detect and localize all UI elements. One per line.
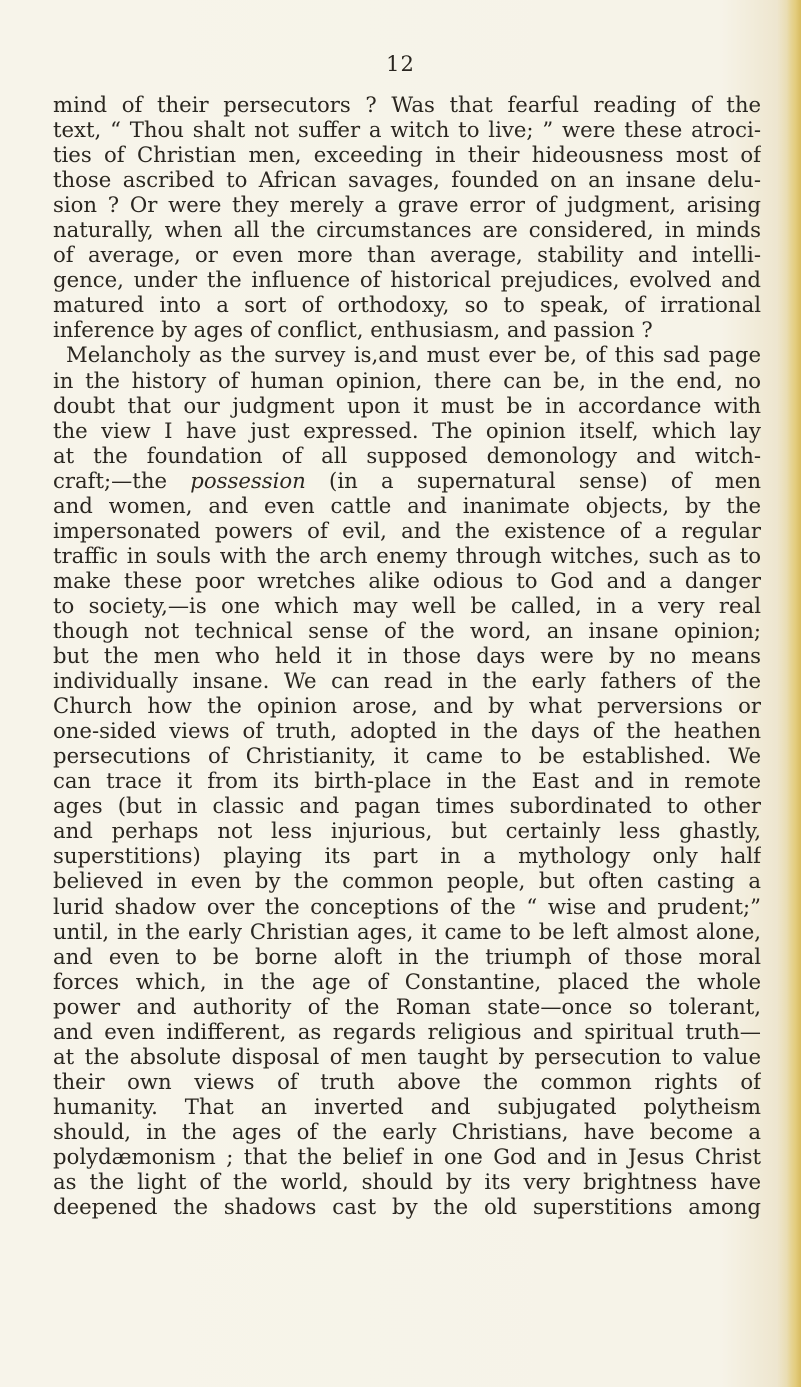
italic-word: possession [190, 467, 306, 493]
text-line: and perhaps not less injurious, but certainly less ghastly, [53, 818, 761, 844]
text-line: believed in even by the common people, but often casting a [53, 868, 761, 894]
text-line: Melancholy as the survey is,and must ever be, of this sad page [66, 342, 761, 368]
text-line: and even to be borne aloft in the triumph of those moral [53, 943, 761, 969]
text-line: as the light of the world, should by its very brightness have [53, 1169, 761, 1195]
text-line: mind of their persecutors ? Was that fearful reading of the [53, 92, 761, 117]
text-line: ages (but in classic and pagan times subordinated to other [53, 793, 761, 819]
text-line: lurid shadow over the conceptions of the “ wise and prudent;” [53, 893, 761, 919]
text-line: should, in the ages of the early Christians, have become a [53, 1118, 761, 1144]
text-line: impersonated powers of evil, and the existence of a regular [53, 517, 761, 543]
text-line: inference by ages of conflict, enthusiasm, and passion ? [53, 317, 653, 343]
text-line: text, “ Thou shalt not suffer a witch to live; ” were these atroci- [53, 117, 761, 143]
text-line: ties of Christian men, exceeding in their hideousness most of [53, 142, 761, 168]
text-line: but the men who held it in those days were by no means [53, 643, 761, 669]
text-line: though not technical sense of the word, an insane opinion; [53, 617, 761, 643]
text-line: Church how the opinion arose, and by what perversions or [53, 693, 761, 719]
text-line: their own views of truth above the common rights of [53, 1068, 761, 1094]
text-line: polydæmonism ; that the belief in one God and in Jesus Christ [53, 1143, 761, 1169]
text-line: doubt that our judgment upon it must be in accordance with [53, 392, 761, 418]
page-number: 12 [386, 52, 415, 76]
text-line: sion ? Or were they merely a grave error of judgment, arising [53, 192, 761, 218]
text-line: matured into a sort of orthodoxy, so to speak, of irrational [53, 292, 761, 318]
text-line: power and authority of the Roman state—once so tolerant, [53, 993, 761, 1019]
text-line: humanity. That an inverted and subjugated polytheism [53, 1093, 761, 1119]
text-line: and even indifferent, as regards religious and spiritual truth— [53, 1018, 761, 1044]
text-line: make these poor wretches alike odious to God and a danger [53, 567, 761, 593]
text-line: naturally, when all the circumstances are considered, in minds [53, 217, 761, 243]
text-line: the view I have just expressed. The opinion itself, which lay [53, 417, 761, 443]
text-line: deepened the shadows cast by the old superstitions among [53, 1194, 761, 1220]
text-line: persecutions of Christianity, it came to be established. We [53, 743, 761, 769]
text-line: superstitions) playing its part in a mythology only half [53, 843, 761, 869]
text-line: until, in the early Christian ages, it came to be left almost alone, [53, 918, 761, 944]
text-line: and women, and even cattle and inanimate objects, by the [53, 492, 761, 518]
text-line: at the foundation of all supposed demonology and witch- [53, 442, 761, 468]
text-line: individually insane. We can read in the early fathers of the [53, 668, 761, 694]
text-line: of average, or even more than average, stability and intelli- [53, 242, 761, 268]
page-edge-shadow [787, 0, 801, 1387]
text-line: in the history of human opinion, there can be, in the end, no [53, 367, 761, 393]
text-line: gence, under the influence of historical prejudices, evolved and [53, 267, 761, 293]
text-line: traffic in souls with the arch enemy through witches, such as to [53, 542, 761, 568]
text-line: craft;—the possession (in a supernatural sense) of men [53, 467, 761, 493]
text-line: at the absolute disposal of men taught by persecution to value [53, 1043, 761, 1069]
text-line: to society,—is one which may well be called, in a very real [53, 592, 761, 618]
text-line: one-sided views of truth, adopted in the days of the heathen [53, 718, 761, 744]
body-text [53, 92, 761, 1219]
text-line: those ascribed to African savages, founded on an insane delu- [53, 167, 761, 193]
text-line: forces which, in the age of Constantine, placed the whole [53, 968, 761, 994]
text-line: can trace it from its birth-place in the East and in remote [53, 768, 761, 794]
